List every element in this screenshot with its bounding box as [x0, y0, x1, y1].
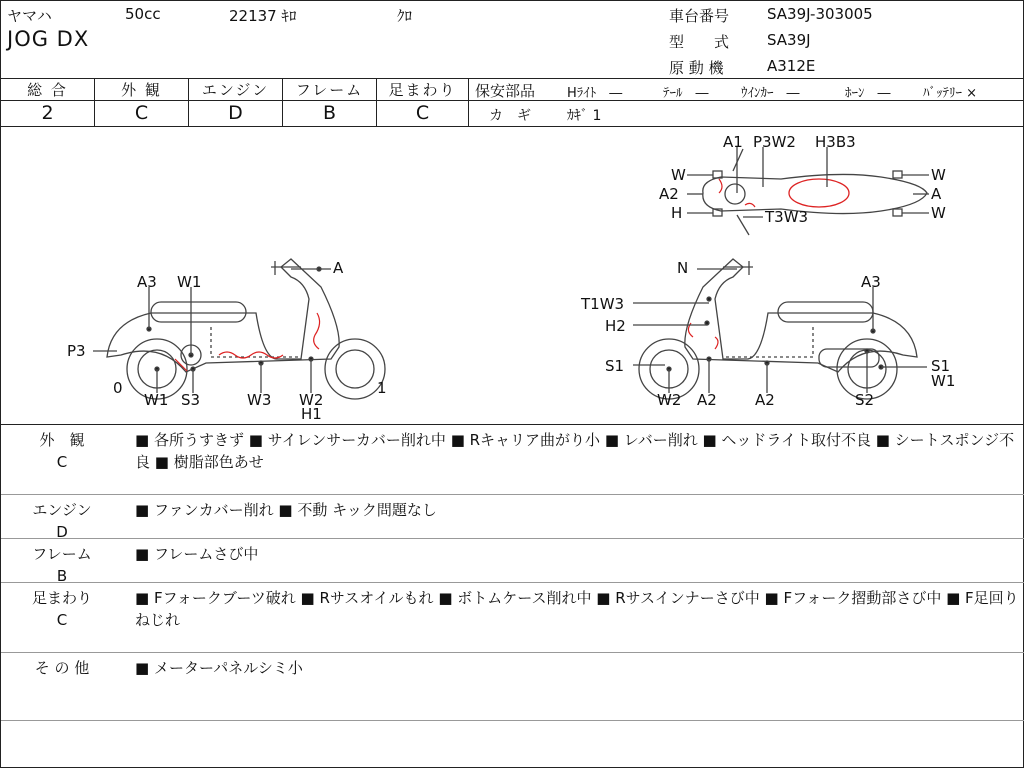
label-w-top-2: W [931, 166, 946, 184]
label-w-top-3: W [931, 204, 946, 222]
label-zero: 0 [113, 379, 123, 397]
top-labels [659, 133, 946, 226]
frame-no: SA39J-303005 [767, 5, 873, 23]
label-w1-left: W1 [177, 273, 202, 291]
label-w1-right: W1 [931, 372, 956, 390]
label-t3w3-top: T3W3 [765, 208, 809, 226]
grade-value: 2 [41, 102, 54, 124]
scooter-diagram [1, 127, 1023, 424]
note-text: ■ Fフォークブーツ破れ ■ Rサスオイルもれ ■ ボトムケース削れ中 ■ Rサスインナーさび中 ■ Fフォーク摺動部さび中 ■ F足回りねじれ [135, 589, 1019, 629]
safety-horn: ﾎｰﾝ ― [845, 86, 891, 101]
note-grade: C [56, 453, 68, 471]
note-grade: C [56, 611, 68, 629]
sheet-header [1, 1, 1024, 79]
key-value: ｶｷﾞ 1 [567, 108, 602, 124]
note-other [1, 653, 1024, 721]
note-suspension [1, 583, 1024, 653]
label-w3-left: W3 [247, 391, 272, 409]
engine-label: 原 動 機 [669, 59, 724, 77]
label-s3-left: S3 [181, 391, 201, 409]
label-a2-right-2: A2 [755, 391, 775, 409]
label-w1-left-b: W1 [144, 391, 169, 409]
label-a2-top: A2 [659, 185, 679, 203]
maker: ヤマハ [7, 7, 52, 25]
type-value: SA39J [767, 31, 811, 49]
note-text: ■ フレームさび中 [135, 545, 259, 563]
displacement: 50cc [125, 5, 161, 23]
label-w2-right: W2 [657, 391, 682, 409]
safety-parts [469, 79, 1024, 127]
grade-label: フレーム [283, 79, 376, 101]
grade-value: D [228, 102, 243, 124]
label-h2-right: H2 [605, 317, 626, 335]
note-head: エンジン [32, 501, 92, 519]
label-p3-left: P3 [67, 342, 86, 360]
label-a-top: A [931, 185, 942, 203]
frame-no-label: 車台番号 [669, 7, 730, 25]
grade-label: エンジン [189, 79, 282, 101]
damage-diagram [1, 127, 1024, 425]
label-a3-left: A3 [137, 273, 157, 291]
note-head: 外 観 [39, 431, 85, 449]
grade-frame [283, 79, 377, 127]
grade-value: C [415, 102, 430, 124]
label-h1-left: H1 [301, 405, 322, 423]
note-head: 足まわり [31, 589, 92, 607]
safety-title: 保安部品 [475, 82, 536, 100]
note-grade: B [56, 567, 68, 585]
label-s1-right: S1 [605, 357, 625, 375]
grade-value: C [134, 102, 149, 124]
label-w-top-1: W [671, 166, 686, 184]
safety-battery: ﾊﾞｯﾃﾘｰ × [923, 86, 978, 101]
mileage: 22137 ｷﾛ [229, 7, 297, 25]
note-grade: D [56, 523, 68, 541]
label-h3b3-top: H3B3 [815, 133, 856, 151]
grade-value: B [322, 102, 337, 124]
grade-label: 総 合 [1, 79, 94, 101]
grade-row [1, 79, 1024, 127]
note-text: ■ メーターパネルシミ小 [135, 659, 303, 677]
label-n-right: N [677, 259, 689, 277]
type-label: 型 式 [669, 33, 730, 51]
note-exterior [1, 425, 1024, 495]
key-label: カ ギ [489, 108, 531, 124]
model-name: JOG DX [7, 27, 90, 51]
label-t1w3-right: T1W3 [581, 295, 625, 313]
grade-label: 足まわり [377, 79, 468, 101]
grade-exterior [95, 79, 189, 127]
note-head: フレーム [32, 545, 92, 563]
note-head: そ の 他 [34, 659, 90, 677]
label-a1-top: A1 [723, 133, 743, 151]
engine-model: A312E [767, 57, 816, 75]
grade-overall [1, 79, 95, 127]
label-s1-right-b: S1 [931, 357, 951, 375]
safety-winker: ｳｲﾝｶｰ ― [741, 86, 800, 101]
label-a3-right: A3 [861, 273, 881, 291]
label-s2-right: S2 [855, 391, 875, 409]
note-text: ■ 各所うすきず ■ サイレンサーカバー削れ中 ■ Rキャリア曲がり小 ■ レバー削れ ■ ヘッドライト取付不良 ■ シートスポンジ不良 ■ 樹脂部色あせ [135, 431, 1015, 471]
label-w2-left: W2 [299, 391, 324, 409]
right-side-view [633, 259, 927, 399]
label-a-left: A [333, 259, 344, 277]
safety-tail: ﾃｰﾙ ― [663, 86, 709, 101]
note-frame [1, 539, 1024, 583]
label-a2-right-1: A2 [697, 391, 717, 409]
grade-engine [189, 79, 283, 127]
note-text: ■ ファンカバー削れ ■ 不動 キック問題なし [135, 501, 437, 519]
safety-headlight: Hﾗｲﾄ ― [567, 86, 623, 101]
label-p3w2-top: P3W2 [753, 133, 796, 151]
note-engine [1, 495, 1024, 539]
grade-suspension [377, 79, 469, 127]
right-labels [580, 259, 955, 409]
grade-label: 外 観 [95, 79, 188, 101]
color: ｸﾛ [397, 7, 413, 25]
label-one: 1 [377, 379, 387, 397]
label-h-top: H [671, 204, 683, 222]
